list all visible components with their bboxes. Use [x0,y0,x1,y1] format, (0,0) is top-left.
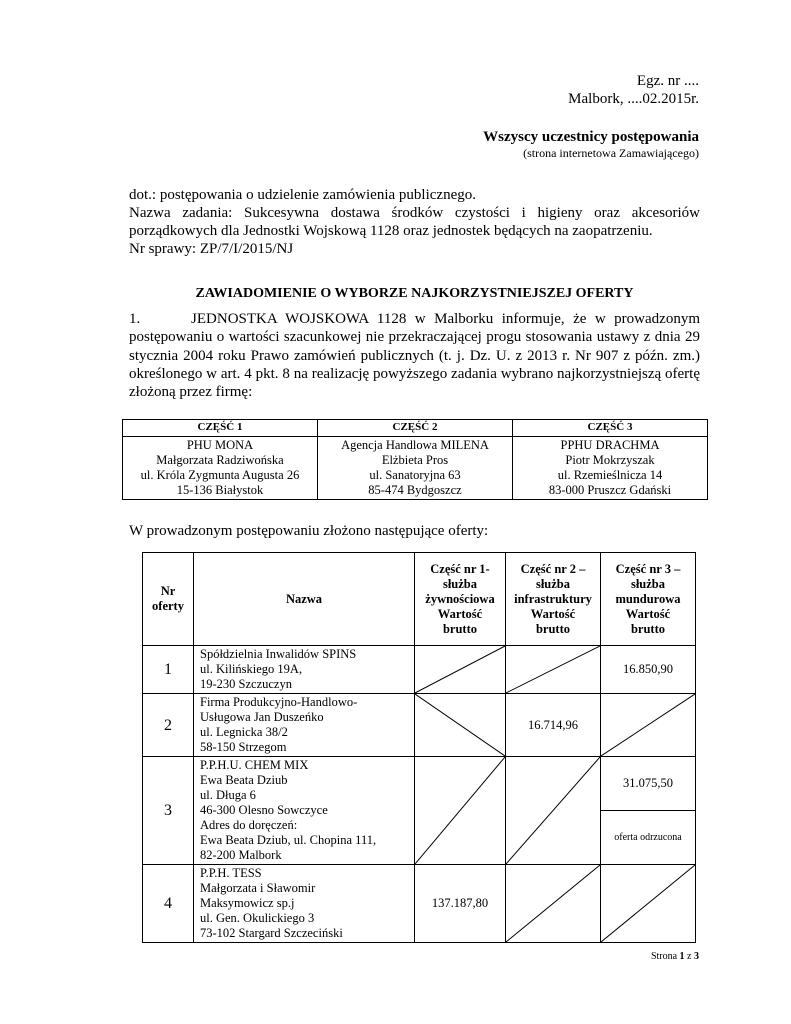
offer-name [194,757,415,865]
offer-name-line: P.P.H.U. CHEM MIX [200,758,309,772]
winner-3-line: 83-000 Pruszcz Gdański [548,483,672,497]
offer-name-line: 46-300 Olesno Sowczyce [200,803,328,817]
header-part-3 [601,553,696,646]
header-offer-number [143,553,194,646]
header-line: oferty [152,599,184,613]
winner-3-line: ul. Rzemieślnicza 14 [557,468,663,482]
footer-total: 3 [694,951,699,962]
intro-task-name: Nazwa zadania: Sukcesywna dostawa środków czystości i higieny oraz akcesoriów porządkowych dla Jednostki Wojskową 1128 oraz jednostek będących na zaopatrzeniu. [129,205,700,239]
header-line: Nr [160,584,176,598]
offer-name-line: Adres do doręczeń: [200,818,298,832]
winner-part-2 [318,437,513,500]
offer-value: 16.714,96 [506,694,601,757]
winner-1-line: Małgorzata Radziwońska [156,453,284,467]
offer-name-line: Usługowa Jan Duszeńko [200,710,324,724]
empty-cell-crossed [415,646,506,694]
winners-header-2: CZĘŚĆ 2 [318,420,513,437]
offer-number: 3 [143,757,194,865]
footer-page: 1 [679,951,685,962]
winner-1-line: PHU MONA [186,438,254,452]
offer-name-line: Spółdzielnia Inwalidów SPINS [200,647,357,661]
offer-value: 137.187,80 [415,865,506,943]
empty-cell-crossed [506,865,601,943]
offer-name-line: Maksymowicz sp.j [200,896,295,910]
header-line: służba [630,576,666,591]
offer-value: 31.075,50 [601,757,695,811]
offer-name-line: P.P.H. TESS [200,866,262,880]
empty-cell-crossed [601,694,696,757]
empty-cell-crossed [415,757,506,865]
footer-of: z [684,951,694,962]
offer-number: 2 [143,694,194,757]
header-name: Nazwa [194,553,415,646]
header-line: brutto [442,621,478,636]
header-line: Wartość [530,606,576,621]
header-part-2 [506,553,601,646]
offer-name-line: Ewa Beata Dziub, ul. Chopina 111, [200,833,377,847]
offer-name [194,646,415,694]
offer-name-line: ul. Kilińskiego 19A, [200,662,303,676]
header-line: Część nr 3 – [615,561,681,576]
offer-number: 4 [143,865,194,943]
empty-cell-crossed [415,694,506,757]
empty-cell-crossed [601,865,696,943]
intro-subject: dot.: postępowania o udzielenie zamówienia publicznego. [129,187,476,203]
recipient-title: Wszyscy uczestnicy postępowania [483,129,699,145]
nested-value-table [601,757,695,864]
copy-number: Egz. nr .... [636,73,699,89]
winner-3-line: Piotr Mokrzyszak [565,453,655,467]
winners-header-1: CZĘŚĆ 1 [123,420,318,437]
header-line: infrastruktury [514,591,592,606]
offers-table [142,552,696,943]
offer-name-line: 73-102 Stargard Szczeciński [200,926,343,940]
winners-table [122,419,708,500]
header-line: brutto [630,621,666,636]
winner-1-line: 15-136 Białystok [176,483,264,497]
offer-name [194,694,415,757]
offer-name-line: 19-230 Szczuczyn [200,677,292,691]
empty-cell-crossed [506,646,601,694]
header-line: Wartość [437,606,483,621]
winner-2-line: 85-474 Bydgoszcz [368,483,462,497]
offer-name-line: 82-200 Malbork [200,848,282,862]
offer-name-line: 58-150 Strzegom [200,740,287,754]
header-line: służba [442,576,478,591]
header-line: Wartość [625,606,671,621]
page-footer [651,951,699,962]
offer-rejected-note: oferta odrzucona [614,832,682,843]
winner-2-line: Agencja Handlowa MILENA [341,438,489,452]
paragraph-1: 1. JEDNOSTKA WOJSKOWA 1128 w Malborku informuje, że w prowadzonym postępowaniu o wartości szacunkowej nie przekraczającej progu stosowania ustawy z dnia 29 stycznia 2004 roku Prawo zamówień publicznych (t. j. Dz. U. z 2013 r. Nr 907 z późn. zm.) określonego w art. 4 pkt. 8 na realizację powyższego zadania wybrano najkorzystniejszą ofertę złożoną przez firmę: [129,311,704,401]
winner-1-line: ul. Króla Zygmunta Augusta 26 [140,468,300,482]
intro-case-number: Nr sprawy: ZP/7/I/2015/NJ [129,241,294,257]
winner-2-line: ul. Sanatoryjna 63 [369,468,461,482]
header-line: mundurowa [615,591,681,606]
header-part-1 [415,553,506,646]
empty-cell-crossed [506,757,601,865]
header-line: brutto [535,621,571,636]
winner-part-1 [123,437,318,500]
offer-name-line: Ewa Beata Dziub [200,773,288,787]
winner-part-3 [513,437,708,500]
offers-intro: W prowadzonym postępowaniu złożono następujące oferty: [129,523,489,539]
page-title: ZAWIADOMIENIE O WYBORZE NAJKORZYSTNIEJSZEJ OFERTY [195,286,634,301]
place-date: Malbork, ....02.2015r. [568,91,699,107]
offer-name-line: ul. Długa 6 [200,788,256,802]
header-line: Część nr 1- [430,561,490,576]
offer-name-line: Firma Produkcyjno-Handlowo- [200,695,358,709]
offer-name [194,865,415,943]
offer-number: 1 [143,646,194,694]
winner-2-line: Elżbieta Pros [381,453,449,467]
winners-header-3: CZĘŚĆ 3 [513,420,708,437]
recipient-subtitle: (strona internetowa Zamawiającego) [523,146,699,160]
offer-value-split [601,757,696,865]
header-line: służba [535,576,571,591]
footer-label: Strona [650,951,680,962]
offer-name-line: ul. Gen. Okulickiego 3 [200,911,315,925]
offer-name-line: ul. Legnicka 38/2 [200,725,288,739]
header-line: żywnościowa [425,591,495,606]
offer-value: 16.850,90 [601,646,696,694]
offer-name-line: Małgorzata i Sławomir [200,881,316,895]
winner-3-line: PPHU DRACHMA [560,438,660,452]
header-line: Część nr 2 – [520,561,586,576]
